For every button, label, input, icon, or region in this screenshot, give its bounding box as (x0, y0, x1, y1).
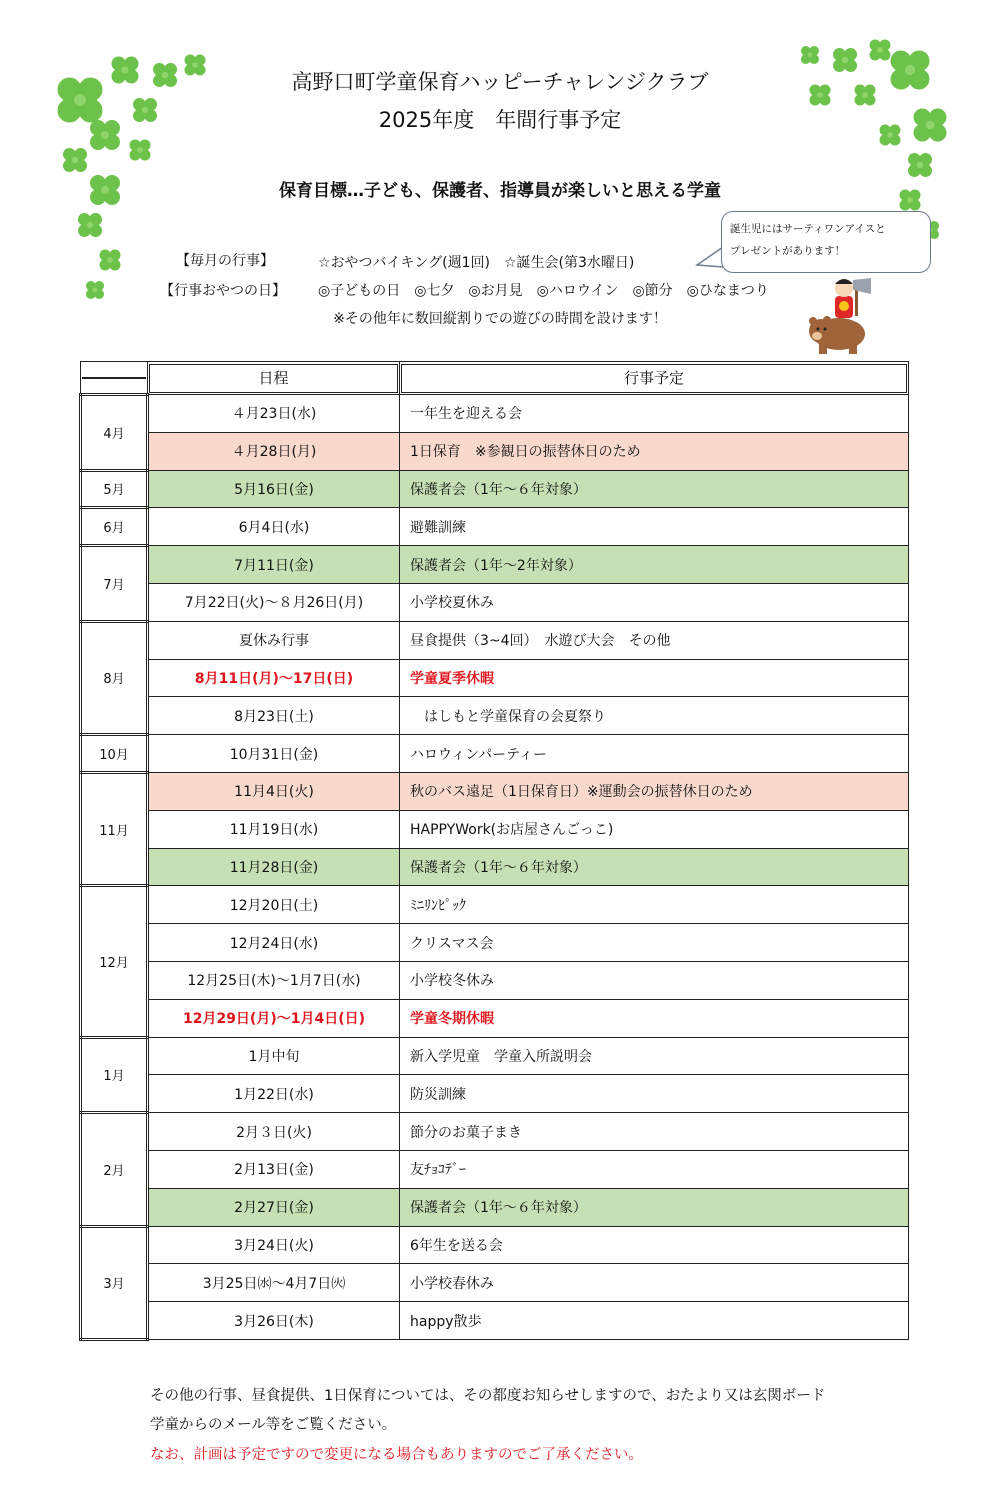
date-cell: 夏休み行事 (148, 621, 400, 659)
footer-notice-2: 学童からのメール等をご覧ください。 (150, 1417, 397, 1433)
event-cell: はしもと学童保育の会夏祭り (400, 697, 909, 735)
footer-notice-1: その他の行事、昼食提供、1日保育については、その都度お知らせしますので、おたより又は玄関ボード (150, 1388, 826, 1404)
document-subtitle: 2025年度 年間行事予定 (378, 108, 622, 132)
event-cell: ハロウィンパーティー (400, 735, 909, 773)
date-cell: 11月19日(水) (148, 810, 400, 848)
table-row (81, 546, 909, 584)
event-cell: クリスマス会 (400, 924, 909, 962)
date-cell: ４月28日(月) (148, 432, 400, 470)
date-cell: 3月26日(木) (148, 1302, 400, 1340)
date-cell: 2月13日(金) (148, 1150, 400, 1188)
event-cell: 小学校春休み (400, 1264, 909, 1302)
date-cell: 7月11日(金) (148, 546, 400, 584)
event-cell: 1日保育 ※参観日の振替休日のため (400, 432, 909, 470)
table-row (81, 470, 909, 508)
document-title: 高野口町学童保育ハッピーチャレンジクラブ (291, 70, 709, 94)
event-cell: 秋のバス遠足（1日保育日）※運動会の振替休日のため (400, 772, 909, 810)
event-cell: 保護者会（1年～６年対象） (400, 848, 909, 886)
table-row (81, 621, 909, 659)
date-cell: 12月24日(水) (148, 924, 400, 962)
event-cell: 保護者会（1年～６年対象） (400, 470, 909, 508)
event-cell: happy散歩 (400, 1302, 909, 1340)
header-event: 行事予定 (400, 362, 909, 395)
event-cell: 保護者会（1年～６年対象） (400, 1188, 909, 1226)
event-cell: 学童夏季休暇 (400, 659, 909, 697)
event-cell: 学童冬期休暇 (400, 999, 909, 1037)
table-row (81, 583, 909, 621)
bubble-line-2: プレゼントがあります！ (730, 245, 846, 257)
header-month (81, 362, 148, 395)
date-cell: 1月22日(水) (148, 1075, 400, 1113)
date-cell: 11月28日(金) (148, 848, 400, 886)
month-cell: 11月 (81, 772, 148, 885)
date-cell: 5月16日(金) (148, 470, 400, 508)
event-cell: 防災訓練 (400, 1075, 909, 1113)
table-row (81, 772, 909, 810)
childcare-goal: 保育目標…子ども、保護者、指導員が楽しいと思える学童 (279, 181, 721, 201)
date-cell: 2月27日(金) (148, 1188, 400, 1226)
month-cell: 3月 (81, 1226, 148, 1339)
table-row (81, 1150, 909, 1188)
table-row (81, 659, 909, 697)
event-cell: 避難訓練 (400, 508, 909, 546)
table-row (81, 1188, 909, 1226)
vertical-group-note: ※その他年に数回縦割りでの遊びの時間を設けます！ (333, 311, 667, 327)
table-row (81, 999, 909, 1037)
date-cell: 7月22日(火)～８月26日(月) (148, 583, 400, 621)
event-cell: 昼食提供（3~4回） 水遊び大会 その他 (400, 621, 909, 659)
table-row (81, 1075, 909, 1113)
table-row (81, 886, 909, 924)
schedule-table (79, 361, 909, 1341)
footer-notice-red: なお、計画は予定ですので変更になる場合もありますのでご了承ください。 (150, 1447, 643, 1463)
event-cell: ﾐﾆﾘﾝﾋﾟｯｸ (400, 886, 909, 924)
snack-days-label: 【行事おやつの日】 (160, 283, 286, 299)
event-cell: 新入学児童 学童入所説明会 (400, 1037, 909, 1075)
event-cell: 小学校冬休み (400, 961, 909, 999)
month-cell: 4月 (81, 395, 148, 471)
table-row (81, 924, 909, 962)
month-cell: 8月 (81, 621, 148, 734)
table-row (81, 1264, 909, 1302)
table-row (81, 735, 909, 773)
monthly-events-value: ☆おやつバイキング(週1回) ☆誕生会(第3水曜日) (318, 255, 635, 271)
date-cell: 1月中旬 (148, 1037, 400, 1075)
date-cell: 12月20日(土) (148, 886, 400, 924)
event-cell: 小学校夏休み (400, 583, 909, 621)
table-row (81, 1302, 909, 1340)
date-cell: ４月23日(水) (148, 395, 400, 433)
table-header-row (81, 362, 909, 395)
event-cell: 節分のお菓子まき (400, 1113, 909, 1151)
table-row (81, 1037, 909, 1075)
month-cell: 7月 (81, 546, 148, 622)
table-row (81, 1226, 909, 1264)
monthly-events-label: 【毎月の行事】 (176, 253, 274, 269)
month-cell: 6月 (81, 508, 148, 546)
kintaro-bear-illustration (805, 276, 885, 358)
month-cell: 5月 (81, 470, 148, 508)
date-cell: 3月24日(火) (148, 1226, 400, 1264)
bubble-line-1: 誕生児にはサーティワンアイスと (730, 223, 886, 235)
month-cell: 10月 (81, 735, 148, 773)
date-cell: 2月３日(火) (148, 1113, 400, 1151)
month-cell: 1月 (81, 1037, 148, 1113)
table-row (81, 508, 909, 546)
date-cell: 12月25日(木)～1月7日(水) (148, 961, 400, 999)
table-row (81, 395, 909, 433)
table-row (81, 848, 909, 886)
table-row (81, 432, 909, 470)
date-cell: 11月4日(火) (148, 772, 400, 810)
event-cell: HAPPYWork(お店屋さんごっこ) (400, 810, 909, 848)
header-date: 日程 (148, 362, 400, 395)
table-row (81, 1113, 909, 1151)
date-cell: 3月25日㈬～4月7日㈫ (148, 1264, 400, 1302)
date-cell: 8月23日(土) (148, 697, 400, 735)
month-cell: 12月 (81, 886, 148, 1037)
table-row (81, 697, 909, 735)
event-cell: 6年生を送る会 (400, 1226, 909, 1264)
event-cell: 保護者会（1年～2年対象） (400, 546, 909, 584)
date-cell: 8月11日(月)～17日(日) (148, 659, 400, 697)
event-cell: 友ﾁｮｺﾃﾞｰ (400, 1150, 909, 1188)
date-cell: 6月4日(水) (148, 508, 400, 546)
table-row (81, 810, 909, 848)
date-cell: 12月29日(月)～1月4日(日) (148, 999, 400, 1037)
snack-days-value: ◎子どもの日 ◎七夕 ◎お月見 ◎ハロウイン ◎節分 ◎ひなまつり (318, 283, 769, 299)
event-cell: 一年生を迎える会 (400, 395, 909, 433)
birthday-speech-bubble (721, 211, 931, 273)
table-row (81, 961, 909, 999)
date-cell: 10月31日(金) (148, 735, 400, 773)
month-cell: 2月 (81, 1113, 148, 1226)
